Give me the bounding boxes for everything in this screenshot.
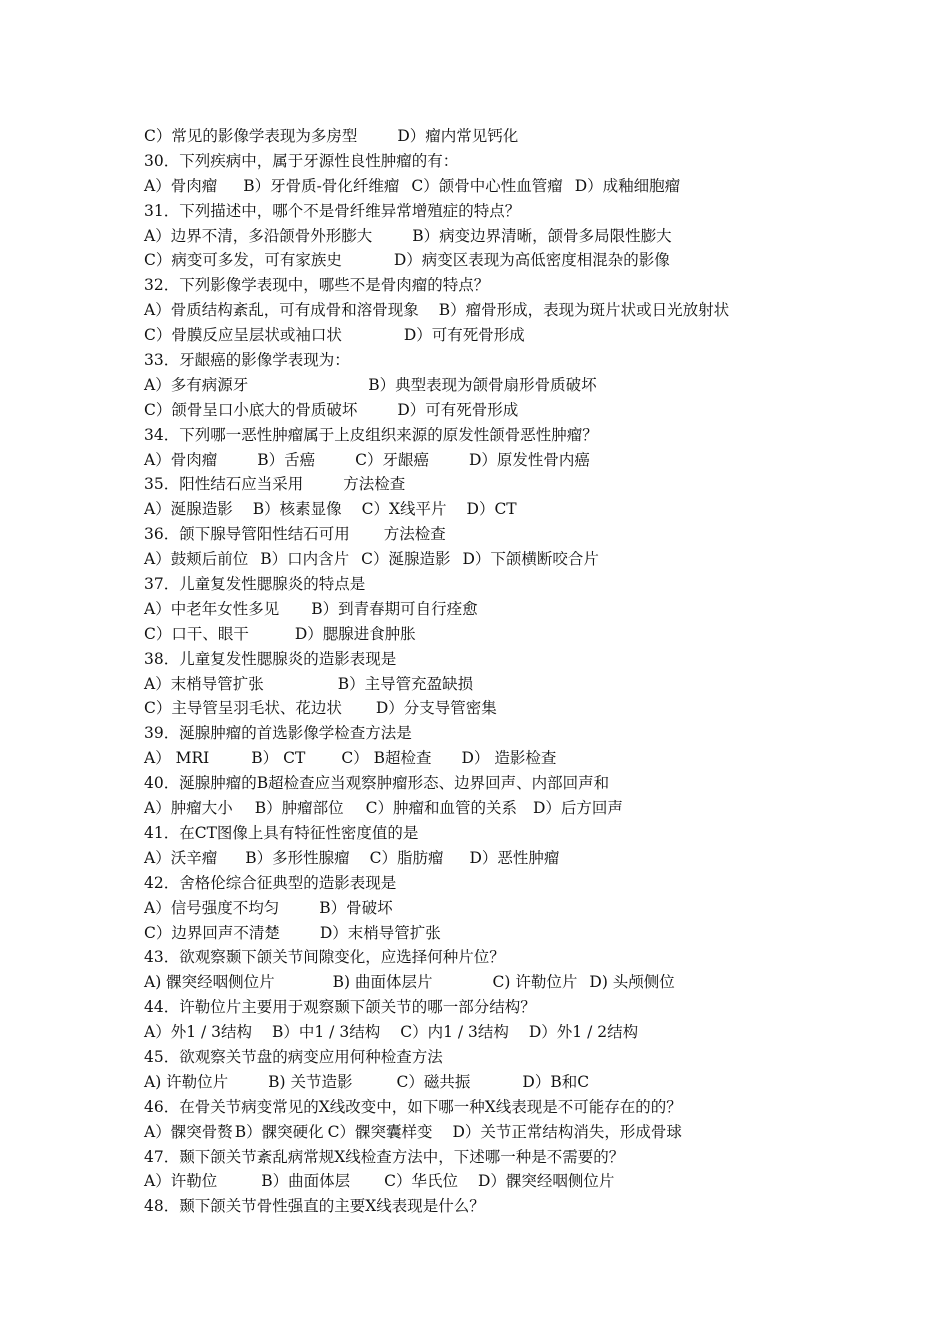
- options-line: [144, 323, 824, 348]
- question-line: [144, 423, 824, 448]
- option-text: A） MRI: [144, 749, 210, 768]
- question-line: [144, 771, 824, 796]
- options-line: [144, 672, 824, 697]
- option-text: C）X线平片: [361, 500, 447, 519]
- question-line: [144, 721, 824, 746]
- option-text: A）中老年女性多见: [144, 599, 280, 618]
- option-text: D）可有死骨形成: [403, 326, 525, 345]
- option-text: D）恶性肿瘤: [469, 848, 560, 867]
- option-text: D）可有死骨形成: [397, 400, 519, 419]
- question-text: 43．欲观察颞下颌关节间隙变化，应选择何种片位？: [144, 948, 505, 967]
- option-text: B）到青春期可自行痊愈: [311, 599, 478, 618]
- option-text: D）末梢导管扩张: [319, 923, 441, 942]
- options-line: [144, 970, 824, 995]
- option-text: D）分支导管密集: [375, 699, 497, 718]
- options-line: [144, 896, 824, 921]
- question-text: 47．颞下颌关节紊乱病常规X线检查方法中，下述哪一种是不需要的？: [144, 1147, 625, 1166]
- question-line: [144, 871, 824, 896]
- option-text: C) 许勒位片: [492, 973, 578, 992]
- question-text: 30．下列疾病中，属于牙源性良性肿瘤的有：: [144, 151, 459, 170]
- option-text: C）髁突囊样变: [327, 1122, 433, 1141]
- question-line: [144, 1045, 824, 1070]
- option-text: A) 许勒位片: [144, 1072, 229, 1091]
- option-text: B）髁突硬化: [234, 1122, 324, 1141]
- options-line: [144, 696, 824, 721]
- option-text: A）外1 / 3结构: [144, 1023, 252, 1042]
- option-text: B）中1 / 3结构: [272, 1023, 381, 1042]
- question-text: 37．儿童复发性腮腺炎的特点是: [144, 575, 366, 594]
- question-text: 38．儿童复发性腮腺炎的造影表现是: [144, 649, 397, 668]
- question-text: 48．颞下颌关节骨性强直的主要X线表现是什么？: [144, 1197, 485, 1216]
- options-line: [144, 796, 824, 821]
- option-text: D）原发性骨内癌: [468, 450, 590, 469]
- question-text: 40．涎腺肿瘤的B超检查应当观察肿瘤形态、边界回声、内部回声和: [144, 774, 610, 793]
- option-text: B）口内含片: [260, 550, 350, 569]
- option-text: C）磁共振: [396, 1072, 471, 1091]
- question-line: [144, 995, 824, 1020]
- question-line: [144, 945, 824, 970]
- option-text: D）成釉细胞瘤: [574, 176, 681, 195]
- options-line: [144, 921, 824, 946]
- option-text: C）颌骨呈口小底大的骨质破坏: [144, 400, 358, 419]
- question-text: 33．牙龈癌的影像学表现为：: [144, 351, 350, 370]
- option-text: D）关节正常结构消失，形成骨球: [452, 1122, 682, 1141]
- options-line: [144, 547, 824, 572]
- option-text: B）瘤骨形成，表现为斑片状或日光放射状: [438, 301, 730, 320]
- option-text: B）核素显像: [252, 500, 342, 519]
- options-line: [144, 298, 824, 323]
- options-line: [144, 522, 824, 547]
- option-text: C）内1 / 3结构: [400, 1023, 509, 1042]
- options-line: [144, 622, 824, 647]
- option-text: 方法检查: [383, 525, 446, 544]
- option-text: C）口干、眼干: [144, 624, 249, 643]
- options-line: [144, 846, 824, 871]
- option-text: C） B超检查: [341, 749, 432, 768]
- option-text: A）多有病源牙: [144, 375, 249, 394]
- question-line: [144, 273, 824, 298]
- question-text: 31．下列描述中，哪个不是骨纤维异常增殖症的特点？: [144, 201, 521, 220]
- question-line: [144, 572, 824, 597]
- option-text: D）B和C: [522, 1072, 590, 1091]
- option-text: A）边界不清，多沿颌骨外形膨大: [144, 226, 373, 245]
- option-text: C）牙龈癌: [355, 450, 429, 469]
- option-text: C）华氏位: [384, 1172, 458, 1191]
- option-text: B) 曲面体层片: [332, 973, 433, 992]
- options-line: [144, 124, 824, 149]
- option-text: A）骨肉瘤: [144, 450, 218, 469]
- option-text: C）常见的影像学表现为多房型: [144, 127, 358, 145]
- option-text: D）CT: [466, 500, 517, 519]
- options-line: [144, 248, 824, 273]
- options-line: [144, 448, 824, 473]
- question-text: 32．下列影像学表现中，哪些不是骨肉瘤的特点？: [144, 276, 490, 295]
- options-line: [144, 746, 824, 771]
- option-text: C）涎腺造影: [361, 550, 451, 569]
- option-text: B）多形性腺瘤: [245, 848, 350, 867]
- option-text: B）曲面体层: [261, 1172, 351, 1191]
- question-text: 46．在骨关节病变常见的X线改变中，如下哪一种X线表现是不可能存在的的？: [144, 1097, 682, 1116]
- option-text: D）病变区表现为高低密度相混杂的影像: [393, 251, 670, 270]
- question-text: 42．舍格伦综合征典型的造影表现是: [144, 873, 397, 892]
- question-text: 41．在CT图像上具有特征性密度值的是: [144, 823, 419, 842]
- option-text: D）下颌横断咬合片: [462, 550, 599, 569]
- option-text: B）病变边界清晰，颌骨多局限性膨大: [412, 226, 672, 245]
- question-text: 44．许勒位片主要用于观察颞下颌关节的哪一部分结构？: [144, 998, 536, 1017]
- option-text: A）髁突骨赘: [144, 1122, 233, 1141]
- options-line: [144, 1120, 824, 1145]
- option-text: B）舌癌: [257, 450, 316, 469]
- question-line: [144, 1194, 824, 1219]
- option-text: C）骨膜反应呈层状或袖口状: [144, 326, 342, 345]
- option-text: D）腮腺进食肿胀: [294, 624, 416, 643]
- option-text: C）颌骨中心性血管瘤: [411, 176, 563, 195]
- option-text: B）主导管充盈缺损: [337, 674, 474, 693]
- question-text: 45．欲观察关节盘的病变应用何种检查方法: [144, 1047, 443, 1066]
- option-text: C）病变可多发，可有家族史: [144, 251, 342, 270]
- question-line: [144, 199, 824, 224]
- option-text: C）主导管呈羽毛状、花边状: [144, 699, 342, 718]
- options-line: [144, 472, 824, 497]
- option-text: B）骨破坏: [319, 898, 393, 917]
- option-text: C）肿瘤和血管的关系: [365, 799, 517, 818]
- options-line: [144, 398, 824, 423]
- question-line: [144, 149, 824, 174]
- option-text: A）末梢导管扩张: [144, 674, 264, 693]
- question-text: 34．下列哪一恶性肿瘤属于上皮组织来源的原发性颌骨恶性肿瘤？: [144, 425, 598, 444]
- options-line: [144, 497, 824, 522]
- option-text: A）许勒位: [144, 1172, 218, 1191]
- option-text: B）牙骨质-骨化纤维瘤: [243, 176, 400, 195]
- options-line: [144, 174, 824, 199]
- option-text: A) 髁突经咽侧位片: [144, 973, 275, 992]
- options-line: [144, 1020, 824, 1045]
- option-text: D）髁突经咽侧位片: [477, 1172, 615, 1191]
- options-line: [144, 373, 824, 398]
- option-text: 方法检查: [343, 475, 406, 494]
- option-text: D）后方回声: [532, 799, 623, 818]
- option-text: A）肿瘤大小: [144, 799, 233, 818]
- option-text: A）骨肉瘤: [144, 176, 218, 195]
- option-text: A）沃辛瘤: [144, 848, 218, 867]
- option-text: A）骨质结构紊乱，可有成骨和溶骨现象: [144, 301, 419, 320]
- option-text: B) 关节造影: [268, 1072, 353, 1091]
- option-text: C）脂肪瘤: [369, 848, 444, 867]
- option-text: D) 头颅侧位: [589, 973, 675, 992]
- question-line: [144, 821, 824, 846]
- option-text: A）鼓颊后前位: [144, 550, 249, 569]
- question-line: [144, 1095, 824, 1120]
- option-text: C）边界回声不清楚: [144, 923, 280, 942]
- question-text: 39．涎腺肿瘤的首选影像学检查方法是: [144, 724, 412, 743]
- option-text: 36．颌下腺导管阳性结石可用: [144, 525, 350, 544]
- question-line: [144, 1145, 824, 1170]
- options-line: [144, 597, 824, 622]
- option-text: D）瘤内常见钙化: [397, 127, 519, 145]
- option-text: D）外1 / 2结构: [528, 1023, 639, 1042]
- options-line: [144, 224, 824, 249]
- option-text: A）涎腺造影: [144, 500, 233, 519]
- document-page: [144, 124, 824, 1219]
- question-line: [144, 348, 824, 373]
- options-line: [144, 1169, 824, 1194]
- option-text: B）典型表现为颌骨扇形骨质破坏: [368, 375, 597, 394]
- option-text: D） 造影检查: [461, 749, 557, 768]
- option-text: 35．阳性结石应当采用: [144, 475, 304, 494]
- option-text: B）肿瘤部位: [254, 799, 344, 818]
- options-line: [144, 1070, 824, 1095]
- option-text: B） CT: [251, 749, 306, 768]
- option-text: A）信号强度不均匀: [144, 898, 280, 917]
- question-line: [144, 647, 824, 672]
